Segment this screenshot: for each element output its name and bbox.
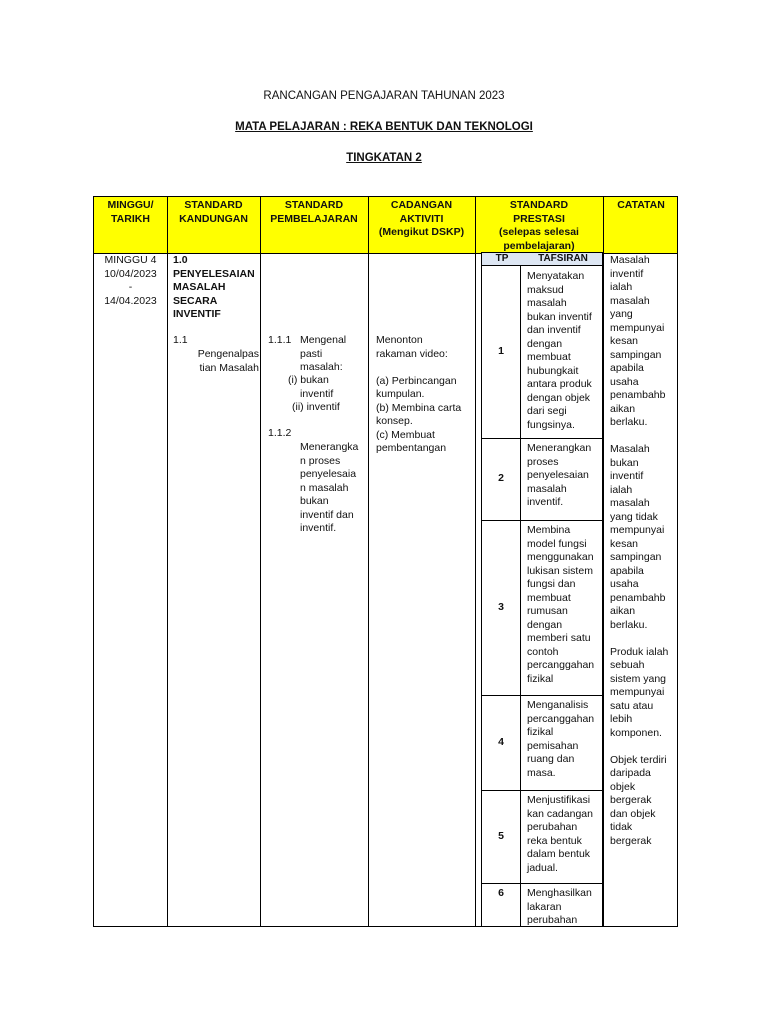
text-line: masa. [527, 766, 556, 779]
header-prestasi [475, 199, 603, 253]
text-line: MINGGU 4 [104, 254, 157, 266]
text-line: komponen. [610, 726, 662, 739]
header-pembelajaran [260, 199, 368, 226]
text-line [376, 361, 474, 375]
text-line: (a) Perbincangan [376, 374, 457, 387]
text-line: (selepas selesai [499, 226, 579, 238]
text-line: memberi satu [527, 632, 591, 644]
text-line: SECARA [173, 294, 218, 307]
text-line: penambahb [610, 591, 666, 604]
text-line: fizikal [527, 672, 554, 685]
header-minggu [94, 199, 167, 226]
text-line: (ii) inventif [292, 401, 340, 413]
text-line: usaha [610, 375, 639, 388]
pembelajaran-b-no: 1.1.2 [268, 427, 292, 439]
text-line: fungsinya. [527, 418, 575, 431]
text-line: (c) Membuat [376, 428, 435, 441]
col-divider [475, 197, 476, 926]
tafsiran-text [527, 524, 601, 686]
tp-label: TP [495, 253, 509, 264]
text-line: bergerak [610, 834, 652, 847]
text-line: dan objek [610, 807, 656, 820]
text-line: dengan [527, 618, 563, 631]
text-line: perubahan [527, 821, 578, 833]
col-divider [603, 197, 604, 926]
text-line: bukan [610, 456, 639, 469]
text-line: inventif. [300, 522, 337, 534]
row-divider [481, 438, 603, 439]
text-line: lebih [610, 713, 633, 725]
tafsiran-label: TAFSIRAN [538, 253, 588, 264]
text-line: mempunyai [610, 686, 665, 698]
cell-minggu [94, 254, 167, 308]
text-line: berlaku. [610, 618, 648, 631]
text-line: sistem yang [610, 672, 667, 685]
text-line: objek [610, 780, 636, 793]
text-line [610, 632, 678, 646]
text-line: pasti [300, 347, 323, 360]
text-line: (b) Membina carta [376, 401, 462, 414]
text-line: tian Masalah [199, 361, 259, 374]
text-line: perubahan [527, 914, 578, 926]
text-line: STANDARD [284, 199, 344, 211]
tafsiran-text [527, 794, 601, 875]
pembelajaran-a-items [288, 374, 366, 415]
text-line: konsep. [376, 415, 413, 427]
pembelajaran-a-text [300, 334, 366, 375]
text-line: MINGGU/ [107, 199, 154, 211]
text-line: penambahb [610, 389, 666, 401]
text-line: penyelesaia [300, 468, 357, 480]
text-line: rumusan [527, 605, 568, 617]
text-line: kan cadangan [527, 807, 593, 820]
text-line: yang tidak [610, 510, 658, 523]
row-divider [481, 520, 603, 521]
text-line: antara produk [527, 378, 592, 390]
title-level: TINGKATAN 2 [346, 152, 422, 164]
text-line: PRESTASI [513, 212, 565, 225]
pembelajaran-b-text [300, 441, 366, 536]
text-line: bukan inventif [527, 310, 592, 323]
text-line: penyelesaian [527, 469, 589, 481]
text-line: masalah [527, 482, 567, 495]
text-line: apabila [610, 564, 644, 577]
text-line: bergerak [610, 794, 652, 806]
prestasi-table [481, 252, 603, 927]
kandungan-sub-text [193, 348, 259, 375]
text-line: Produk ialah [610, 645, 669, 658]
text-line: satu atau [610, 699, 654, 712]
text-line: MASALAH [173, 281, 226, 293]
tp-number: 5 [498, 830, 504, 842]
tp-number: 1 [498, 345, 504, 357]
text-line: percanggahan [527, 659, 595, 671]
text-line: rakaman video: [376, 347, 448, 360]
tp-number: 4 [498, 736, 504, 748]
text-line: kumpulan. [376, 388, 425, 400]
text-line: tidak [610, 821, 633, 833]
text-line: KANDUNGAN [179, 212, 248, 225]
text-line: INVENTIF [173, 308, 221, 320]
text-line: masalah [610, 497, 650, 509]
text-line: mempunyai [610, 524, 665, 536]
text-line: maksud [527, 283, 564, 296]
text-line: yang [610, 308, 633, 320]
text-line: Menonton [376, 334, 423, 346]
text-line [610, 740, 678, 754]
text-line: Menghasilkan [527, 887, 592, 899]
text-line: CATATAN [617, 199, 665, 211]
tafsiran-text [527, 887, 601, 928]
text-line: mempunyai [610, 321, 665, 334]
header-aktiviti [368, 199, 475, 240]
text-line: ialah [610, 483, 633, 496]
col-divider [368, 197, 369, 926]
tp-number: 2 [498, 472, 504, 484]
text-line: contoh [527, 645, 559, 658]
text-line: CADANGAN [390, 199, 453, 211]
text-line [610, 430, 678, 444]
text-line: dari segi [527, 405, 567, 417]
text-line: hubungkait [527, 364, 579, 377]
text-line: pembentangan [376, 442, 447, 454]
row-divider [481, 883, 603, 884]
text-line: bukan [300, 495, 329, 507]
text-line: aikan [610, 402, 636, 415]
kandungan-sub-no: 1.1 [173, 334, 188, 346]
text-line: masalah [527, 297, 567, 309]
text-line: lakaran [527, 900, 562, 913]
text-line: inventif dan [300, 508, 354, 521]
text-line: (i) bukan [288, 374, 329, 386]
text-line: n proses [300, 454, 341, 467]
title-subject: MATA PELAJARAN : REKA BENTUK DAN TEKNOLOGI [235, 121, 533, 133]
text-line: (Mengikut DSKP) [378, 226, 465, 238]
text-line: dengan [527, 337, 563, 350]
text-line: dalam bentuk [527, 848, 591, 860]
tp-number: 6 [498, 887, 504, 899]
text-line: Mengenal [300, 334, 347, 346]
text-line: masalah [610, 294, 650, 307]
text-line: TARIKH [111, 212, 150, 225]
text-line: Menerangka [300, 441, 359, 453]
text-line: Membina [527, 524, 571, 536]
text-line: daripada [610, 767, 651, 779]
pembelajaran-a-no: 1.1.1 [268, 334, 292, 346]
text-line: jadual. [527, 861, 558, 874]
text-line: membuat [527, 591, 571, 604]
title-main: RANCANGAN PENGAJARAN TAHUNAN 2023 [263, 90, 505, 102]
text-line: PENYELESAIAN [173, 267, 255, 280]
text-line: 1.0 [173, 254, 188, 266]
text-line: menggunakan [527, 551, 594, 563]
text-line: Pengenalpas [197, 348, 259, 360]
header-kandungan [167, 199, 260, 226]
row-divider [481, 790, 603, 791]
text-line: Menganalisis [527, 699, 589, 711]
text-line: fungsi dan [527, 578, 576, 590]
text-line: berlaku. [610, 416, 648, 428]
text-line: inventif. [527, 496, 564, 508]
text-line: PEMBELAJARAN [270, 212, 358, 225]
tafsiran-text [527, 442, 601, 510]
cell-catatan [610, 254, 678, 848]
kandungan-heading [173, 254, 259, 322]
text-line: Menyatakan [527, 270, 585, 282]
text-line: Menerangkan [527, 442, 592, 454]
tafsiran-text [527, 270, 601, 432]
tafsiran-text [527, 699, 601, 780]
header-catatan [603, 199, 679, 213]
text-line: Menjustifikasi [527, 794, 591, 806]
text-line: STANDARD [509, 199, 569, 211]
text-line: Masalah [610, 443, 650, 455]
text-line: percanggahan [527, 712, 595, 725]
text-line: dan inventif [527, 324, 581, 336]
text-line: AKTIVITI [399, 212, 444, 225]
tp-column [481, 266, 521, 927]
text-line: STANDARD [184, 199, 243, 211]
text-line: 14/04.2023 [104, 294, 157, 307]
text-line: 10/04/2023 [104, 267, 157, 280]
tp-number: 3 [498, 601, 504, 613]
text-line: inventif [300, 387, 334, 400]
text-line: pembelajaran) [503, 239, 575, 252]
text-line: sampingan [610, 348, 662, 361]
text-line: model fungsi [527, 537, 587, 550]
text-line: lukisan sistem [527, 564, 593, 577]
text-line: masalah: [300, 361, 343, 373]
col-divider [260, 197, 261, 926]
text-line: kesan [610, 335, 639, 347]
text-line: ialah [610, 281, 633, 293]
plan-table [93, 196, 678, 927]
text-line: inventif [610, 470, 644, 482]
text-line: aikan [610, 605, 636, 617]
text-line: ruang dan [527, 753, 575, 765]
text-line: Objek terdiri [610, 753, 667, 766]
prestasi-header [481, 252, 603, 266]
text-line: - [128, 281, 133, 293]
text-line: inventif [610, 267, 644, 280]
col-divider [167, 197, 168, 926]
text-line: kesan [610, 537, 639, 550]
row-divider [481, 695, 603, 696]
text-line: Masalah [610, 254, 650, 266]
text-line: pemisahan [527, 739, 579, 752]
text-line: dengan objek [527, 391, 591, 404]
text-line: reka bentuk [527, 834, 582, 847]
text-line: usaha [610, 578, 639, 590]
text-line: sampingan [610, 551, 662, 563]
text-line: fizikal [527, 726, 554, 738]
cell-aktiviti [376, 334, 474, 456]
text-line: apabila [610, 362, 644, 374]
text-line: membuat [527, 351, 571, 363]
text-line: n masalah [300, 481, 349, 494]
text-line: proses [527, 455, 559, 468]
text-line: sebuah [610, 659, 645, 671]
